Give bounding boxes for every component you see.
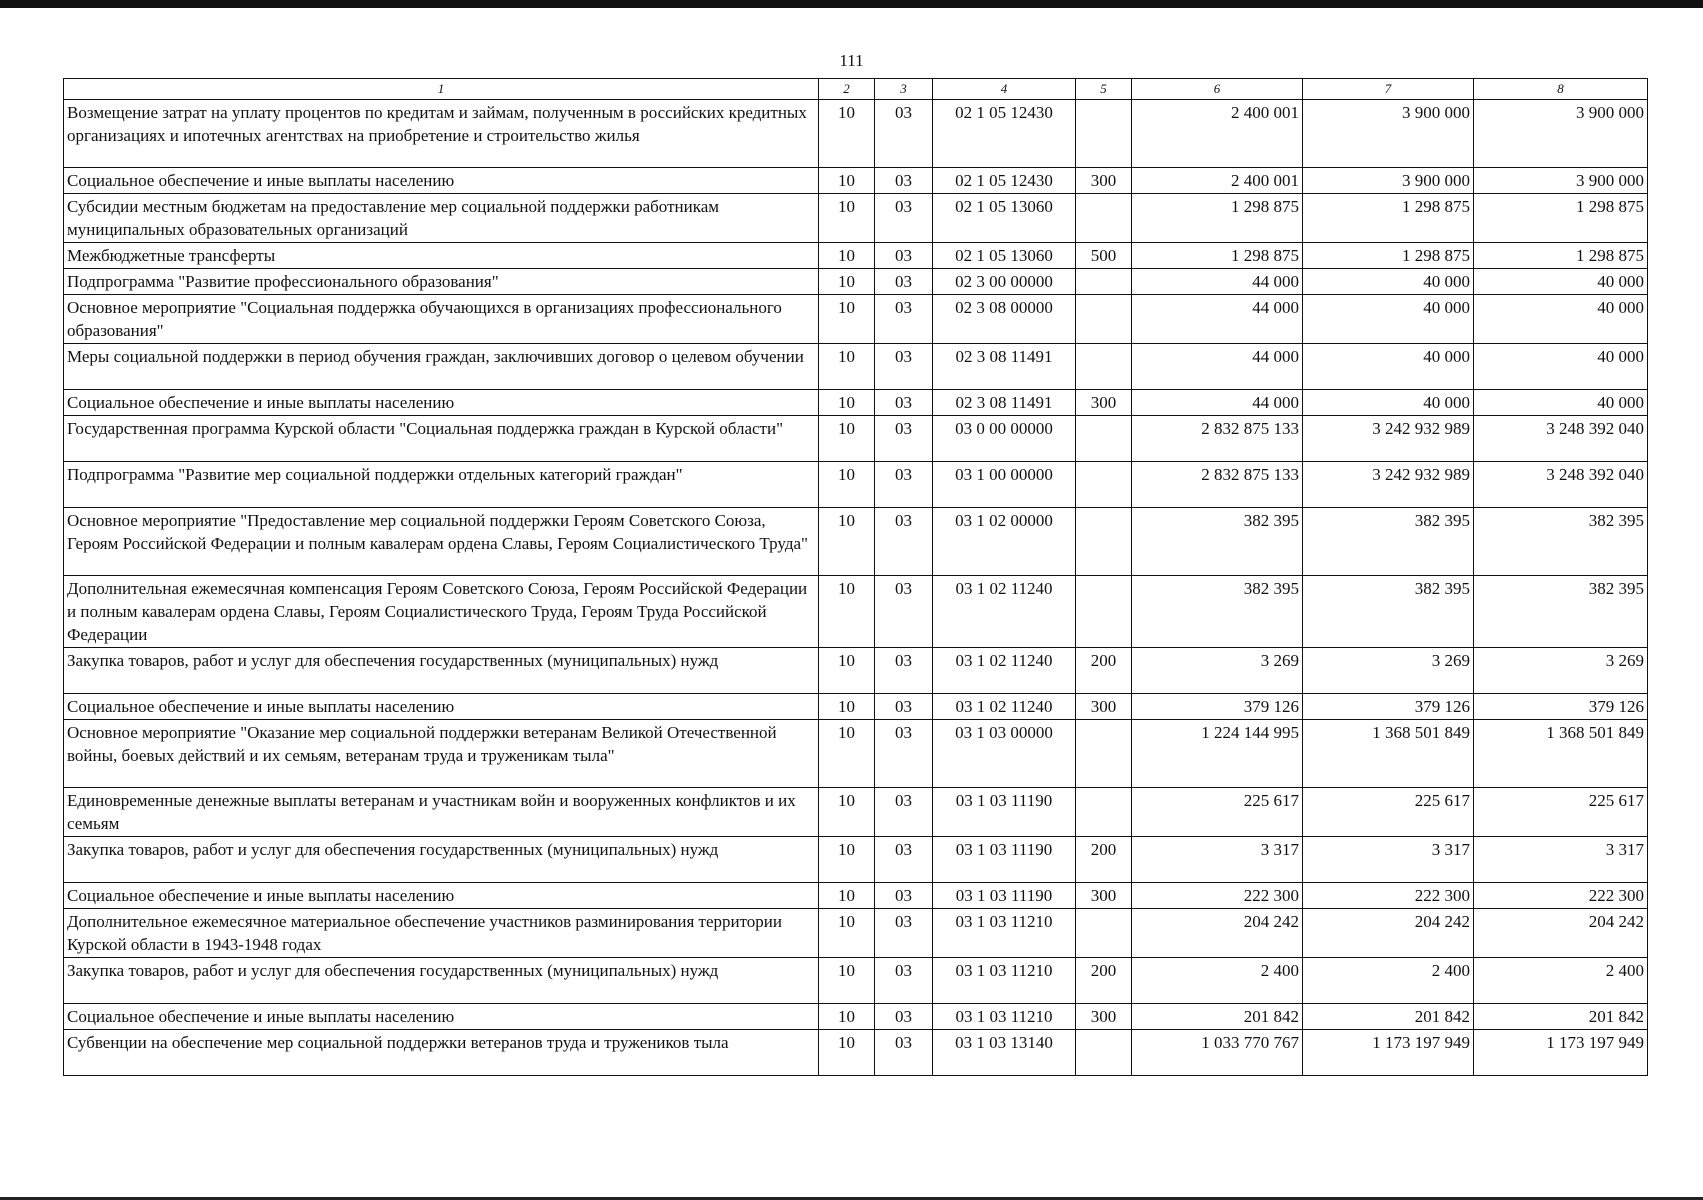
row-expense-type	[1076, 100, 1132, 168]
table-row	[64, 648, 1648, 694]
row-name: Субвенции на обеспечение мер социальной поддержки ветеранов труда и тружеников тыла	[64, 1030, 819, 1076]
row-amount-col8: 3 900 000	[1474, 100, 1648, 168]
column-header: 6	[1132, 79, 1303, 100]
row-expense-type	[1076, 909, 1132, 958]
row-section: 10	[819, 1030, 875, 1076]
row-expense-type	[1076, 269, 1132, 295]
row-subsection: 03	[875, 720, 933, 788]
row-subsection: 03	[875, 243, 933, 269]
row-section: 10	[819, 344, 875, 390]
column-header: 2	[819, 79, 875, 100]
row-amount-col6: 1 298 875	[1132, 243, 1303, 269]
row-target-article: 02 1 05 12430	[933, 168, 1076, 194]
row-expense-type	[1076, 1030, 1132, 1076]
row-amount-col8: 379 126	[1474, 694, 1648, 720]
row-amount-col6: 44 000	[1132, 344, 1303, 390]
table-row	[64, 390, 1648, 416]
row-amount-col6: 382 395	[1132, 576, 1303, 648]
row-amount-col6: 2 832 875 133	[1132, 416, 1303, 462]
row-name: Закупка товаров, работ и услуг для обеспечения государственных (муниципальных) нужд	[64, 837, 819, 883]
row-amount-col6: 2 400 001	[1132, 100, 1303, 168]
row-target-article: 02 3 08 11491	[933, 344, 1076, 390]
row-amount-col6: 44 000	[1132, 269, 1303, 295]
row-amount-col8: 382 395	[1474, 508, 1648, 576]
column-header: 4	[933, 79, 1076, 100]
table-row	[64, 100, 1648, 168]
column-header: 1	[64, 79, 819, 100]
row-target-article: 02 1 05 13060	[933, 194, 1076, 243]
row-expense-type: 300	[1076, 883, 1132, 909]
table-body	[64, 100, 1648, 1076]
table-row	[64, 576, 1648, 648]
row-name: Основное мероприятие "Социальная поддержка обучающихся в организациях профессионального образования"	[64, 295, 819, 344]
row-expense-type: 500	[1076, 243, 1132, 269]
table-row	[64, 837, 1648, 883]
row-amount-col6: 44 000	[1132, 295, 1303, 344]
table-row	[64, 508, 1648, 576]
row-name: Межбюджетные трансферты	[64, 243, 819, 269]
table-row	[64, 1030, 1648, 1076]
row-amount-col7: 222 300	[1303, 883, 1474, 909]
row-target-article: 02 1 05 13060	[933, 243, 1076, 269]
table-row	[64, 909, 1648, 958]
row-section: 10	[819, 416, 875, 462]
row-amount-col8: 3 269	[1474, 648, 1648, 694]
row-amount-col8: 3 248 392 040	[1474, 416, 1648, 462]
column-header: 3	[875, 79, 933, 100]
row-subsection: 03	[875, 194, 933, 243]
row-subsection: 03	[875, 344, 933, 390]
row-target-article: 03 1 03 11190	[933, 788, 1076, 837]
row-expense-type	[1076, 344, 1132, 390]
row-expense-type	[1076, 720, 1132, 788]
row-target-article: 03 1 03 00000	[933, 720, 1076, 788]
table-row	[64, 344, 1648, 390]
row-amount-col7: 225 617	[1303, 788, 1474, 837]
row-subsection: 03	[875, 883, 933, 909]
budget-table	[63, 78, 1648, 1076]
column-header: 7	[1303, 79, 1474, 100]
row-amount-col7: 204 242	[1303, 909, 1474, 958]
row-amount-col8: 204 242	[1474, 909, 1648, 958]
row-target-article: 03 1 02 11240	[933, 648, 1076, 694]
row-amount-col7: 40 000	[1303, 390, 1474, 416]
row-section: 10	[819, 243, 875, 269]
row-amount-col7: 3 900 000	[1303, 168, 1474, 194]
row-expense-type	[1076, 576, 1132, 648]
row-amount-col7: 201 842	[1303, 1004, 1474, 1030]
row-subsection: 03	[875, 694, 933, 720]
row-amount-col7: 1 368 501 849	[1303, 720, 1474, 788]
row-name: Дополнительная ежемесячная компенсация Героям Советского Союза, Героям Российской Федерации и полным кавалерам ордена Славы, Героям Социалистического Труда, Героям Труда Российской Федерации	[64, 576, 819, 648]
table-row	[64, 883, 1648, 909]
row-subsection: 03	[875, 295, 933, 344]
row-target-article: 02 3 00 00000	[933, 269, 1076, 295]
row-expense-type: 300	[1076, 390, 1132, 416]
row-section: 10	[819, 390, 875, 416]
row-subsection: 03	[875, 100, 933, 168]
row-name: Социальное обеспечение и иные выплаты населению	[64, 168, 819, 194]
row-amount-col7: 3 269	[1303, 648, 1474, 694]
row-section: 10	[819, 648, 875, 694]
row-section: 10	[819, 694, 875, 720]
row-amount-col6: 379 126	[1132, 694, 1303, 720]
row-subsection: 03	[875, 416, 933, 462]
column-header: 5	[1076, 79, 1132, 100]
table-row	[64, 168, 1648, 194]
row-target-article: 03 1 00 00000	[933, 462, 1076, 508]
row-name: Закупка товаров, работ и услуг для обеспечения государственных (муниципальных) нужд	[64, 958, 819, 1004]
row-name: Подпрограмма "Развитие мер социальной поддержки отдельных категорий граждан"	[64, 462, 819, 508]
row-name: Основное мероприятие "Предоставление мер социальной поддержки Героям Советского Союза, Героям Российской Федерации и полным кавалерам ордена Славы, Героям Социалистического Труда"	[64, 508, 819, 576]
row-subsection: 03	[875, 576, 933, 648]
row-amount-col7: 40 000	[1303, 295, 1474, 344]
table-row	[64, 295, 1648, 344]
row-name: Социальное обеспечение и иные выплаты населению	[64, 1004, 819, 1030]
row-amount-col8: 40 000	[1474, 390, 1648, 416]
row-subsection: 03	[875, 788, 933, 837]
row-name: Возмещение затрат на уплату процентов по кредитам и займам, полученным в российских кредитных организациях и ипотечных агентствах на приобретение и строительство жилья	[64, 100, 819, 168]
row-amount-col6: 2 400 001	[1132, 168, 1303, 194]
row-subsection: 03	[875, 648, 933, 694]
table-row	[64, 269, 1648, 295]
table-row	[64, 694, 1648, 720]
row-subsection: 03	[875, 508, 933, 576]
row-amount-col8: 1 173 197 949	[1474, 1030, 1648, 1076]
row-amount-col8: 40 000	[1474, 344, 1648, 390]
row-amount-col7: 3 242 932 989	[1303, 416, 1474, 462]
page-number: 111	[839, 51, 864, 70]
row-amount-col7: 3 317	[1303, 837, 1474, 883]
row-section: 10	[819, 194, 875, 243]
row-expense-type	[1076, 194, 1132, 243]
row-section: 10	[819, 100, 875, 168]
row-section: 10	[819, 1004, 875, 1030]
row-section: 10	[819, 295, 875, 344]
row-amount-col8: 3 900 000	[1474, 168, 1648, 194]
row-expense-type: 200	[1076, 648, 1132, 694]
row-expense-type	[1076, 508, 1132, 576]
table-row	[64, 720, 1648, 788]
row-name: Меры социальной поддержки в период обучения граждан, заключивших договор о целевом обучении	[64, 344, 819, 390]
row-amount-col7: 1 298 875	[1303, 243, 1474, 269]
row-amount-col8: 40 000	[1474, 295, 1648, 344]
table-row	[64, 416, 1648, 462]
row-subsection: 03	[875, 269, 933, 295]
row-target-article: 03 0 00 00000	[933, 416, 1076, 462]
table-row	[64, 958, 1648, 1004]
row-name: Дополнительное ежемесячное материальное обеспечение участников разминирования территории Курской области в 1943-1948 годах	[64, 909, 819, 958]
row-amount-col7: 382 395	[1303, 576, 1474, 648]
row-target-article: 03 1 02 11240	[933, 694, 1076, 720]
row-section: 10	[819, 462, 875, 508]
row-amount-col8: 40 000	[1474, 269, 1648, 295]
row-expense-type: 200	[1076, 837, 1132, 883]
row-amount-col6: 1 298 875	[1132, 194, 1303, 243]
row-target-article: 02 1 05 12430	[933, 100, 1076, 168]
row-amount-col8: 1 298 875	[1474, 243, 1648, 269]
row-target-article: 03 1 03 11210	[933, 958, 1076, 1004]
row-section: 10	[819, 837, 875, 883]
row-expense-type	[1076, 416, 1132, 462]
row-section: 10	[819, 958, 875, 1004]
row-name: Подпрограмма "Развитие профессионального образования"	[64, 269, 819, 295]
row-target-article: 02 3 08 00000	[933, 295, 1076, 344]
row-section: 10	[819, 508, 875, 576]
row-name: Государственная программа Курской области "Социальная поддержка граждан в Курской области"	[64, 416, 819, 462]
row-subsection: 03	[875, 168, 933, 194]
table-row	[64, 788, 1648, 837]
row-amount-col7: 379 126	[1303, 694, 1474, 720]
row-amount-col8: 3 317	[1474, 837, 1648, 883]
row-amount-col6: 1 033 770 767	[1132, 1030, 1303, 1076]
row-subsection: 03	[875, 462, 933, 508]
row-target-article: 03 1 03 11190	[933, 883, 1076, 909]
row-target-article: 03 1 03 11210	[933, 909, 1076, 958]
row-subsection: 03	[875, 1030, 933, 1076]
row-amount-col7: 40 000	[1303, 269, 1474, 295]
row-amount-col6: 382 395	[1132, 508, 1303, 576]
row-target-article: 03 1 03 13140	[933, 1030, 1076, 1076]
row-target-article: 02 3 08 11491	[933, 390, 1076, 416]
row-amount-col6: 225 617	[1132, 788, 1303, 837]
row-section: 10	[819, 269, 875, 295]
row-amount-col8: 2 400	[1474, 958, 1648, 1004]
column-number-row	[64, 79, 1648, 100]
row-amount-col6: 201 842	[1132, 1004, 1303, 1030]
row-target-article: 03 1 02 11240	[933, 576, 1076, 648]
row-section: 10	[819, 720, 875, 788]
row-section: 10	[819, 576, 875, 648]
row-amount-col6: 1 224 144 995	[1132, 720, 1303, 788]
column-header: 8	[1474, 79, 1648, 100]
row-subsection: 03	[875, 958, 933, 1004]
row-expense-type: 300	[1076, 1004, 1132, 1030]
row-amount-col8: 382 395	[1474, 576, 1648, 648]
row-target-article: 03 1 03 11190	[933, 837, 1076, 883]
table-row	[64, 243, 1648, 269]
row-subsection: 03	[875, 390, 933, 416]
table-row	[64, 1004, 1648, 1030]
row-subsection: 03	[875, 909, 933, 958]
row-name: Социальное обеспечение и иные выплаты населению	[64, 390, 819, 416]
row-name: Социальное обеспечение и иные выплаты населению	[64, 883, 819, 909]
row-subsection: 03	[875, 837, 933, 883]
row-target-article: 03 1 03 11210	[933, 1004, 1076, 1030]
row-name: Единовременные денежные выплаты ветеранам и участникам войн и вооруженных конфликтов и их семьям	[64, 788, 819, 837]
row-section: 10	[819, 788, 875, 837]
row-section: 10	[819, 909, 875, 958]
row-amount-col8: 222 300	[1474, 883, 1648, 909]
row-expense-type	[1076, 295, 1132, 344]
row-name: Субсидии местным бюджетам на предоставление мер социальной поддержки работникам муниципальных образовательных организаций	[64, 194, 819, 243]
row-amount-col8: 3 248 392 040	[1474, 462, 1648, 508]
row-amount-col7: 3 900 000	[1303, 100, 1474, 168]
row-amount-col6: 2 400	[1132, 958, 1303, 1004]
row-section: 10	[819, 168, 875, 194]
row-amount-col8: 225 617	[1474, 788, 1648, 837]
row-expense-type	[1076, 462, 1132, 508]
row-name: Социальное обеспечение и иные выплаты населению	[64, 694, 819, 720]
row-amount-col7: 3 242 932 989	[1303, 462, 1474, 508]
row-amount-col6: 3 317	[1132, 837, 1303, 883]
row-subsection: 03	[875, 1004, 933, 1030]
row-target-article: 03 1 02 00000	[933, 508, 1076, 576]
row-amount-col8: 201 842	[1474, 1004, 1648, 1030]
row-expense-type: 300	[1076, 694, 1132, 720]
row-amount-col6: 2 832 875 133	[1132, 462, 1303, 508]
row-section: 10	[819, 883, 875, 909]
table-row	[64, 462, 1648, 508]
row-amount-col6: 44 000	[1132, 390, 1303, 416]
row-amount-col7: 1 298 875	[1303, 194, 1474, 243]
row-name: Закупка товаров, работ и услуг для обеспечения государственных (муниципальных) нужд	[64, 648, 819, 694]
row-expense-type	[1076, 788, 1132, 837]
scan-edge-top	[0, 0, 1703, 8]
row-amount-col6: 222 300	[1132, 883, 1303, 909]
row-amount-col8: 1 368 501 849	[1474, 720, 1648, 788]
row-expense-type: 300	[1076, 168, 1132, 194]
row-amount-col6: 3 269	[1132, 648, 1303, 694]
row-amount-col8: 1 298 875	[1474, 194, 1648, 243]
row-amount-col6: 204 242	[1132, 909, 1303, 958]
row-amount-col7: 382 395	[1303, 508, 1474, 576]
row-amount-col7: 2 400	[1303, 958, 1474, 1004]
row-amount-col7: 1 173 197 949	[1303, 1030, 1474, 1076]
table-row	[64, 194, 1648, 243]
row-name: Основное мероприятие "Оказание мер социальной поддержки ветеранам Великой Отечественной войны, боевых действий и их семьям, ветеранам труда и труженикам тыла"	[64, 720, 819, 788]
row-expense-type: 200	[1076, 958, 1132, 1004]
row-amount-col7: 40 000	[1303, 344, 1474, 390]
